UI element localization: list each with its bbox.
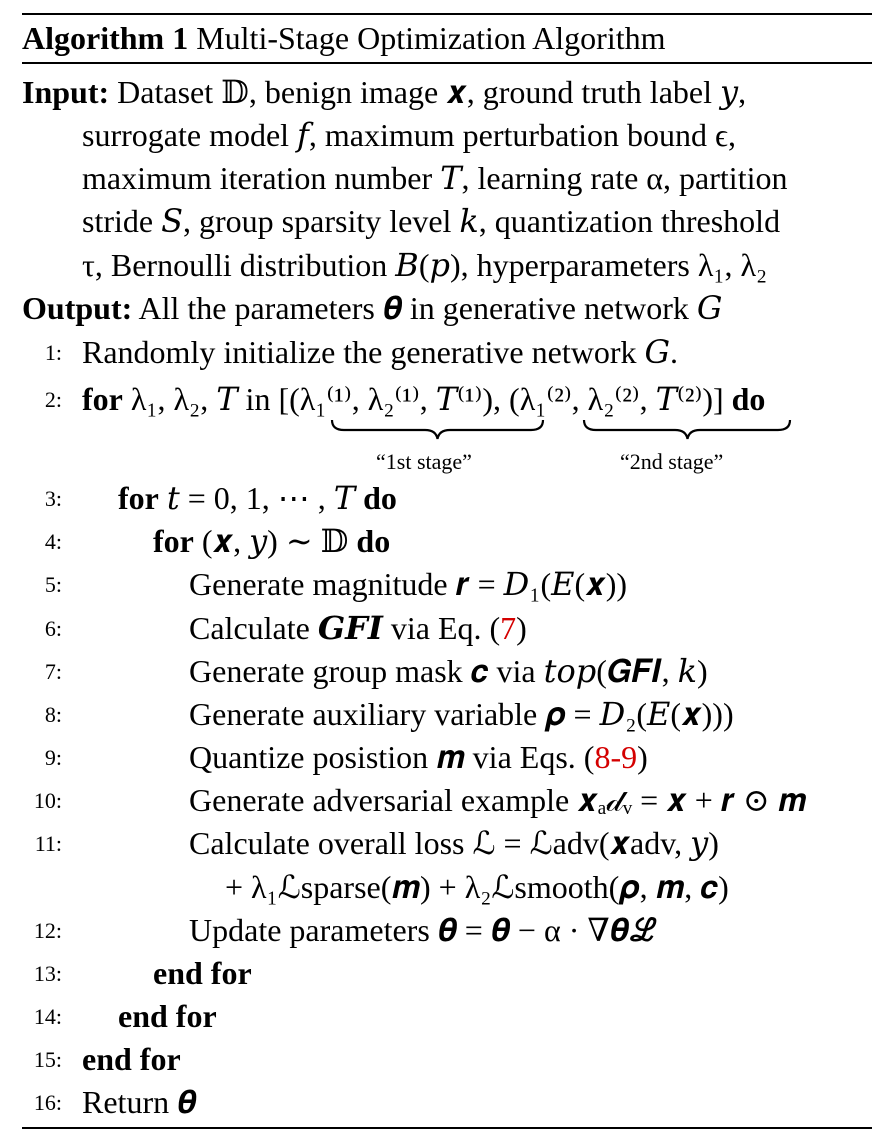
output-text: All the parameters 𝜽 in generative network 𝐺 xyxy=(138,290,723,326)
line-number: 6: xyxy=(44,616,62,641)
step-2-text: λ₁, λ₂, 𝑇 in [(λ₁⁽¹⁾, λ₂⁽¹⁾, 𝑇⁽¹⁾), (λ₁⁽²⁾, λ₂⁽²⁾, 𝑇⁽²⁾)] xyxy=(130,381,724,417)
underbrace-first xyxy=(330,418,545,440)
input-line-4 xyxy=(82,201,780,241)
step-9 xyxy=(189,737,648,777)
step-3 xyxy=(118,478,397,518)
line-number: 5: xyxy=(44,572,62,597)
equation-ref-link[interactable]: 8-9 xyxy=(594,739,638,775)
keyword-for: for xyxy=(118,480,159,516)
input-line-3 xyxy=(82,158,787,198)
brace-label-first: “1st stage” xyxy=(376,449,472,474)
line-number: 9: xyxy=(44,745,62,770)
input-text-4: stride 𝑆, group sparsity level 𝑘, quantization threshold xyxy=(82,203,781,239)
brace-label-second: “2nd stage” xyxy=(620,449,724,474)
step-6-text: Calculate xyxy=(189,610,310,646)
underbrace-second xyxy=(582,418,792,440)
bottom-rule xyxy=(22,1127,872,1129)
line-number: 16: xyxy=(33,1090,62,1115)
step-12: Update parameters 𝜽 = 𝜽 − α · ∇𝜽ℒ xyxy=(189,912,658,948)
header-rule xyxy=(22,62,872,64)
input-text-3: maximum iteration number 𝑇, learning rate α, partition xyxy=(82,160,788,196)
step-13-end-for: end for xyxy=(153,955,252,991)
input-text-5: τ, Bernoulli distribution 𝐵(𝑝), hyperparameters λ₁, λ₂ xyxy=(82,247,768,283)
line-number: 1: xyxy=(44,340,62,365)
top-rule xyxy=(22,13,872,15)
step-11-continuation: + λ₁ℒsparse(𝒎) + λ₂ℒsmooth(𝝆, 𝒎, 𝒄) xyxy=(225,869,729,905)
step-8: Generate auxiliary variable 𝝆 = 𝐷₂(𝐸(𝒙))) xyxy=(189,696,734,732)
line-number: 2: xyxy=(44,387,62,412)
input-label: Input: xyxy=(22,74,110,110)
algorithm-label: Algorithm 1 xyxy=(22,20,189,56)
step-7: Generate group mask 𝒄 via 𝑡𝑜𝑝(𝑮𝑭𝑰, 𝑘) xyxy=(189,653,708,689)
input-line-2 xyxy=(82,115,736,155)
step-2 xyxy=(82,379,765,419)
keyword-do: do xyxy=(731,381,766,417)
algorithm-title: Multi-Stage Optimization Algorithm xyxy=(196,20,666,56)
line-number: 14: xyxy=(33,1004,62,1029)
step-3-text: 𝑡 = 0, 1, ⋯ , 𝑇 xyxy=(166,480,356,516)
step-14-end-for: end for xyxy=(118,998,217,1034)
input-text-2: surrogate model 𝑓, maximum perturbation bound ϵ, xyxy=(82,117,736,153)
line-number: 15: xyxy=(33,1047,62,1072)
keyword-do: do xyxy=(363,480,397,516)
step-4 xyxy=(153,521,390,561)
line-number: 10: xyxy=(33,788,62,813)
output-label: Output: xyxy=(22,290,133,326)
input-line-1 xyxy=(22,72,746,112)
line-number: 11: xyxy=(34,831,62,856)
step-5: Generate magnitude 𝒓 = 𝐷₁(𝐸(𝒙)) xyxy=(189,566,628,602)
line-number: 3: xyxy=(44,486,62,511)
step-6 xyxy=(189,608,527,648)
keyword-do: do xyxy=(356,523,391,559)
step-1: Randomly initialize the generative network 𝐺. xyxy=(82,334,679,370)
line-number: 7: xyxy=(44,659,62,684)
line-number: 13: xyxy=(33,961,62,986)
algorithm-header xyxy=(22,18,666,58)
input-text-1: Dataset 𝔻, benign image 𝒙, ground truth label 𝑦, xyxy=(117,74,747,110)
step-4-text: (𝒙, 𝑦) ∼ 𝔻 xyxy=(201,523,349,559)
keyword-for: for xyxy=(153,523,194,559)
equation-ref-link[interactable]: 7 xyxy=(500,610,517,646)
input-line-5 xyxy=(82,245,767,285)
step-9-text: Quantize posistion 𝒎 via Eqs. ( xyxy=(189,739,595,775)
step-15-end-for: end for xyxy=(82,1041,181,1077)
step-6-end: ) xyxy=(516,610,527,646)
line-number: 8: xyxy=(44,702,62,727)
step-9-end: ) xyxy=(637,739,648,775)
step-11: Calculate overall loss ℒ = ℒadv(𝒙adv, 𝑦) xyxy=(189,825,719,861)
line-number: 12: xyxy=(33,918,62,943)
gfi-symbol: 𝑮𝑭𝑰 xyxy=(317,610,383,646)
line-number: 4: xyxy=(44,529,62,554)
keyword-for: for xyxy=(82,381,123,417)
step-10: Generate adversarial example 𝒙ₐ𝒹ᵥ = 𝒙 + 𝒓 ⊙ 𝒎 xyxy=(189,782,807,818)
step-6-after: via Eq. ( xyxy=(390,610,501,646)
output-line xyxy=(22,288,722,328)
step-16: Return 𝜽 xyxy=(82,1084,197,1120)
